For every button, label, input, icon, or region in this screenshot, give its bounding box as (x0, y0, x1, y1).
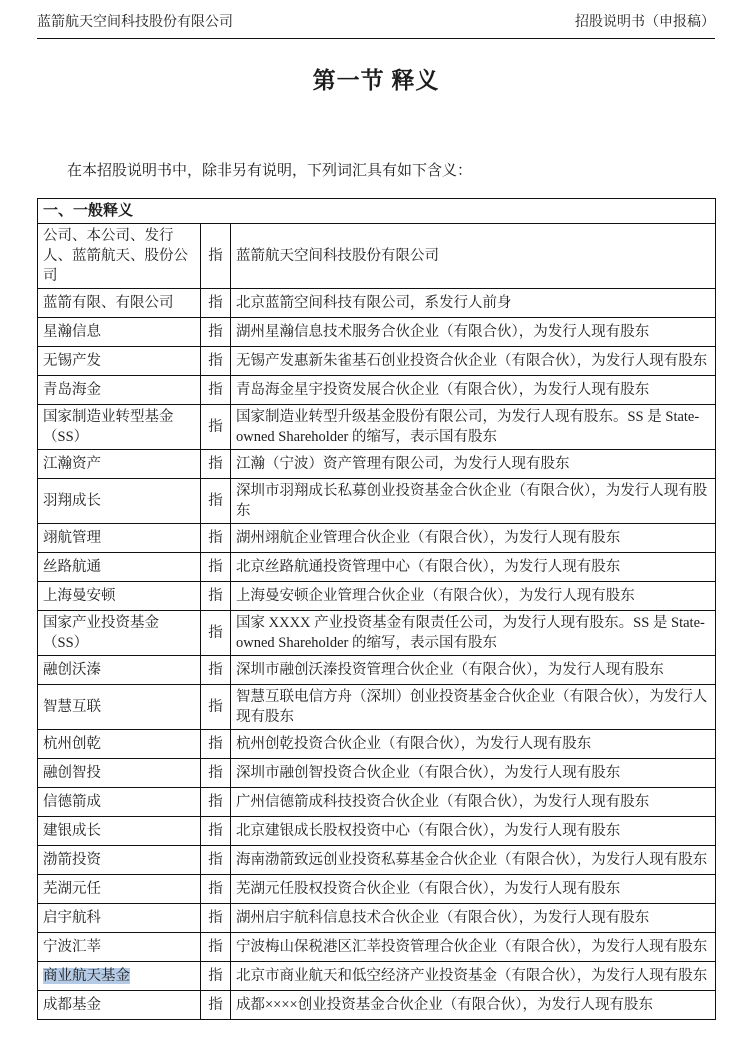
definition-cell: 海南渤箭致远创业投资私募基金合伙企业（有限合伙），为发行人现有股东 (231, 846, 716, 875)
definition-cell: 深圳市融创沃溱投资管理合伙企业（有限合伙），为发行人现有股东 (231, 656, 716, 685)
definition-cell: 青岛海金星宇投资发展合伙企业（有限合伙），为发行人现有股东 (231, 376, 716, 405)
definition-row (38, 962, 716, 991)
definition-cell: 深圳市羽翔成长私募创业投资基金合伙企业（有限合伙），为发行人现有股东 (231, 479, 716, 524)
header-divider (37, 38, 715, 39)
definition-row (38, 405, 716, 450)
definition-cell: 国家制造业转型升级基金股份有限公司，为发行人现有股东。SS 是 State-owned Shareholder 的缩写，表示国有股东 (231, 405, 716, 450)
zhi-cell: 指 (201, 730, 231, 759)
term-cell (38, 904, 201, 933)
zhi-cell: 指 (201, 788, 231, 817)
term-text: 青岛海金 (43, 382, 101, 398)
term-cell (38, 875, 201, 904)
zhi-cell: 指 (201, 685, 231, 730)
term-cell (38, 479, 201, 524)
term-text: 公司、本公司、发行人、蓝箭航天、股份公司 (43, 228, 188, 284)
term-text: 启宇航科 (43, 910, 101, 926)
definition-row-clipped (38, 991, 716, 1020)
term-cell (38, 582, 201, 611)
term-cell (38, 730, 201, 759)
definition-cell: 湖州翊航企业管理合伙企业（有限合伙），为发行人现有股东 (231, 524, 716, 553)
term-cell (38, 524, 201, 553)
definition-row (38, 347, 716, 376)
definition-row (38, 611, 716, 656)
definition-cell: 无锡产发惠新朱雀基石创业投资合伙企业（有限合伙），为发行人现有股东 (231, 347, 716, 376)
term-cell (38, 846, 201, 875)
term-text: 翊航管理 (43, 530, 101, 546)
zhi-cell: 指 (201, 524, 231, 553)
term-text: 智慧互联 (43, 699, 101, 715)
zhi-cell: 指 (201, 582, 231, 611)
definition-row (38, 656, 716, 685)
term-text: 成都基金 (43, 997, 101, 1013)
definition-cell: 广州信德箭成科技投资合伙企业（有限合伙），为发行人现有股东 (231, 788, 716, 817)
term-text: 星瀚信息 (43, 324, 101, 340)
term-cell (38, 376, 201, 405)
term-cell (38, 656, 201, 685)
term-cell (38, 405, 201, 450)
term-text: 羽翔成长 (43, 493, 101, 509)
zhi-cell: 指 (201, 479, 231, 524)
definition-row (38, 904, 716, 933)
header-doc-type: 招股说明书（申报稿） (575, 15, 715, 30)
zhi-cell: 指 (201, 553, 231, 582)
term-text: 江瀚资产 (43, 456, 101, 472)
zhi-cell: 指 (201, 875, 231, 904)
definition-row (38, 524, 716, 553)
definition-row (38, 376, 716, 405)
definition-row (38, 846, 716, 875)
definition-row (38, 817, 716, 846)
term-text: 融创沃溱 (43, 662, 101, 678)
definition-cell: 湖州启宇航科信息技术合伙企业（有限合伙），为发行人现有股东 (231, 904, 716, 933)
term-cell (38, 991, 201, 1020)
term-cell (38, 347, 201, 376)
definition-cell: 江瀚（宁波）资产管理有限公司，为发行人现有股东 (231, 450, 716, 479)
term-text: 宁波汇莘 (43, 939, 101, 955)
definition-row (38, 224, 716, 289)
term-text: 国家产业投资基金（SS） (43, 615, 159, 651)
definition-row (38, 553, 716, 582)
zhi-cell: 指 (201, 347, 231, 376)
term-cell (38, 289, 201, 318)
term-text: 建银成长 (43, 823, 101, 839)
intro-paragraph: 在本招股说明书中，除非另有说明，下列词汇具有如下含义： (67, 163, 473, 179)
definition-row (38, 788, 716, 817)
definition-row (38, 875, 716, 904)
term-text: 信德箭成 (43, 794, 101, 810)
definition-row (38, 450, 716, 479)
definition-cell: 芜湖元任股权投资合伙企业（有限合伙），为发行人现有股东 (231, 875, 716, 904)
definition-cell: 杭州创乾投资合伙企业（有限合伙），为发行人现有股东 (231, 730, 716, 759)
definition-row (38, 318, 716, 347)
term-cell (38, 611, 201, 656)
definition-row (38, 685, 716, 730)
zhi-cell: 指 (201, 991, 231, 1020)
zhi-cell: 指 (201, 656, 231, 685)
definition-cell: 北京建银成长股权投资中心（有限合伙），为发行人现有股东 (231, 817, 716, 846)
term-cell (38, 450, 201, 479)
zhi-cell: 指 (201, 759, 231, 788)
definition-cell: 智慧互联电信方舟（深圳）创业投资基金合伙企业（有限合伙），为发行人现有股东 (231, 685, 716, 730)
zhi-cell: 指 (201, 846, 231, 875)
term-cell (38, 318, 201, 347)
term-cell (38, 685, 201, 730)
term-text: 商业航天基金 (43, 968, 130, 984)
section-title: 第一节 释义 (312, 68, 440, 93)
term-text: 蓝箭有限、有限公司 (43, 295, 174, 311)
definition-cell: 湖州星瀚信息技术服务合伙企业（有限合伙），为发行人现有股东 (231, 318, 716, 347)
page-header (37, 13, 715, 32)
zhi-cell: 指 (201, 318, 231, 347)
zhi-cell: 指 (201, 405, 231, 450)
zhi-cell: 指 (201, 450, 231, 479)
zhi-cell: 指 (201, 289, 231, 318)
term-cell (38, 224, 201, 289)
term-text: 丝路航通 (43, 559, 101, 575)
definition-row (38, 759, 716, 788)
definition-cell: 蓝箭航天空间科技股份有限公司 (231, 224, 716, 289)
definition-cell: 北京蓝箭空间科技有限公司，系发行人前身 (231, 289, 716, 318)
table-section-header: 一、一般释义 (38, 199, 716, 224)
definition-row (38, 730, 716, 759)
definition-row (38, 479, 716, 524)
table-section-header-row (38, 199, 716, 224)
definition-cell: 北京丝路航通投资管理中心（有限合伙），为发行人现有股东 (231, 553, 716, 582)
zhi-cell: 指 (201, 376, 231, 405)
zhi-cell: 指 (201, 933, 231, 962)
definition-row (38, 933, 716, 962)
zhi-cell: 指 (201, 904, 231, 933)
term-text: 芜湖元任 (43, 881, 101, 897)
term-text: 渤箭投资 (43, 852, 101, 868)
term-cell (38, 962, 201, 991)
term-text: 国家制造业转型基金（SS） (43, 409, 174, 445)
definition-row (38, 582, 716, 611)
zhi-cell: 指 (201, 611, 231, 656)
zhi-cell: 指 (201, 224, 231, 289)
definitions-table (37, 198, 716, 1020)
term-text: 融创智投 (43, 765, 101, 781)
term-cell (38, 788, 201, 817)
term-text: 上海曼安顿 (43, 588, 116, 604)
definition-cell: 宁波梅山保税港区汇莘投资管理合伙企业（有限合伙），为发行人现有股东 (231, 933, 716, 962)
term-cell (38, 817, 201, 846)
term-cell (38, 759, 201, 788)
zhi-cell: 指 (201, 962, 231, 991)
zhi-cell: 指 (201, 817, 231, 846)
definition-cell: 成都××××创业投资基金合伙企业（有限合伙），为发行人现有股东 (231, 991, 716, 1020)
definition-row (38, 289, 716, 318)
term-text: 杭州创乾 (43, 736, 101, 752)
header-company-name: 蓝箭航天空间科技股份有限公司 (37, 15, 233, 30)
term-text: 无锡产发 (43, 353, 101, 369)
term-cell (38, 553, 201, 582)
definition-cell: 上海曼安顿企业管理合伙企业（有限合伙），为发行人现有股东 (231, 582, 716, 611)
definition-cell: 北京市商业航天和低空经济产业投资基金（有限合伙），为发行人现有股东 (231, 962, 716, 991)
definition-cell: 深圳市融创智投资合伙企业（有限合伙），为发行人现有股东 (231, 759, 716, 788)
definition-cell: 国家 XXXX 产业投资基金有限责任公司，为发行人现有股东。SS 是 State-owned Shareholder 的缩写，表示国有股东 (231, 611, 716, 656)
term-cell (38, 933, 201, 962)
